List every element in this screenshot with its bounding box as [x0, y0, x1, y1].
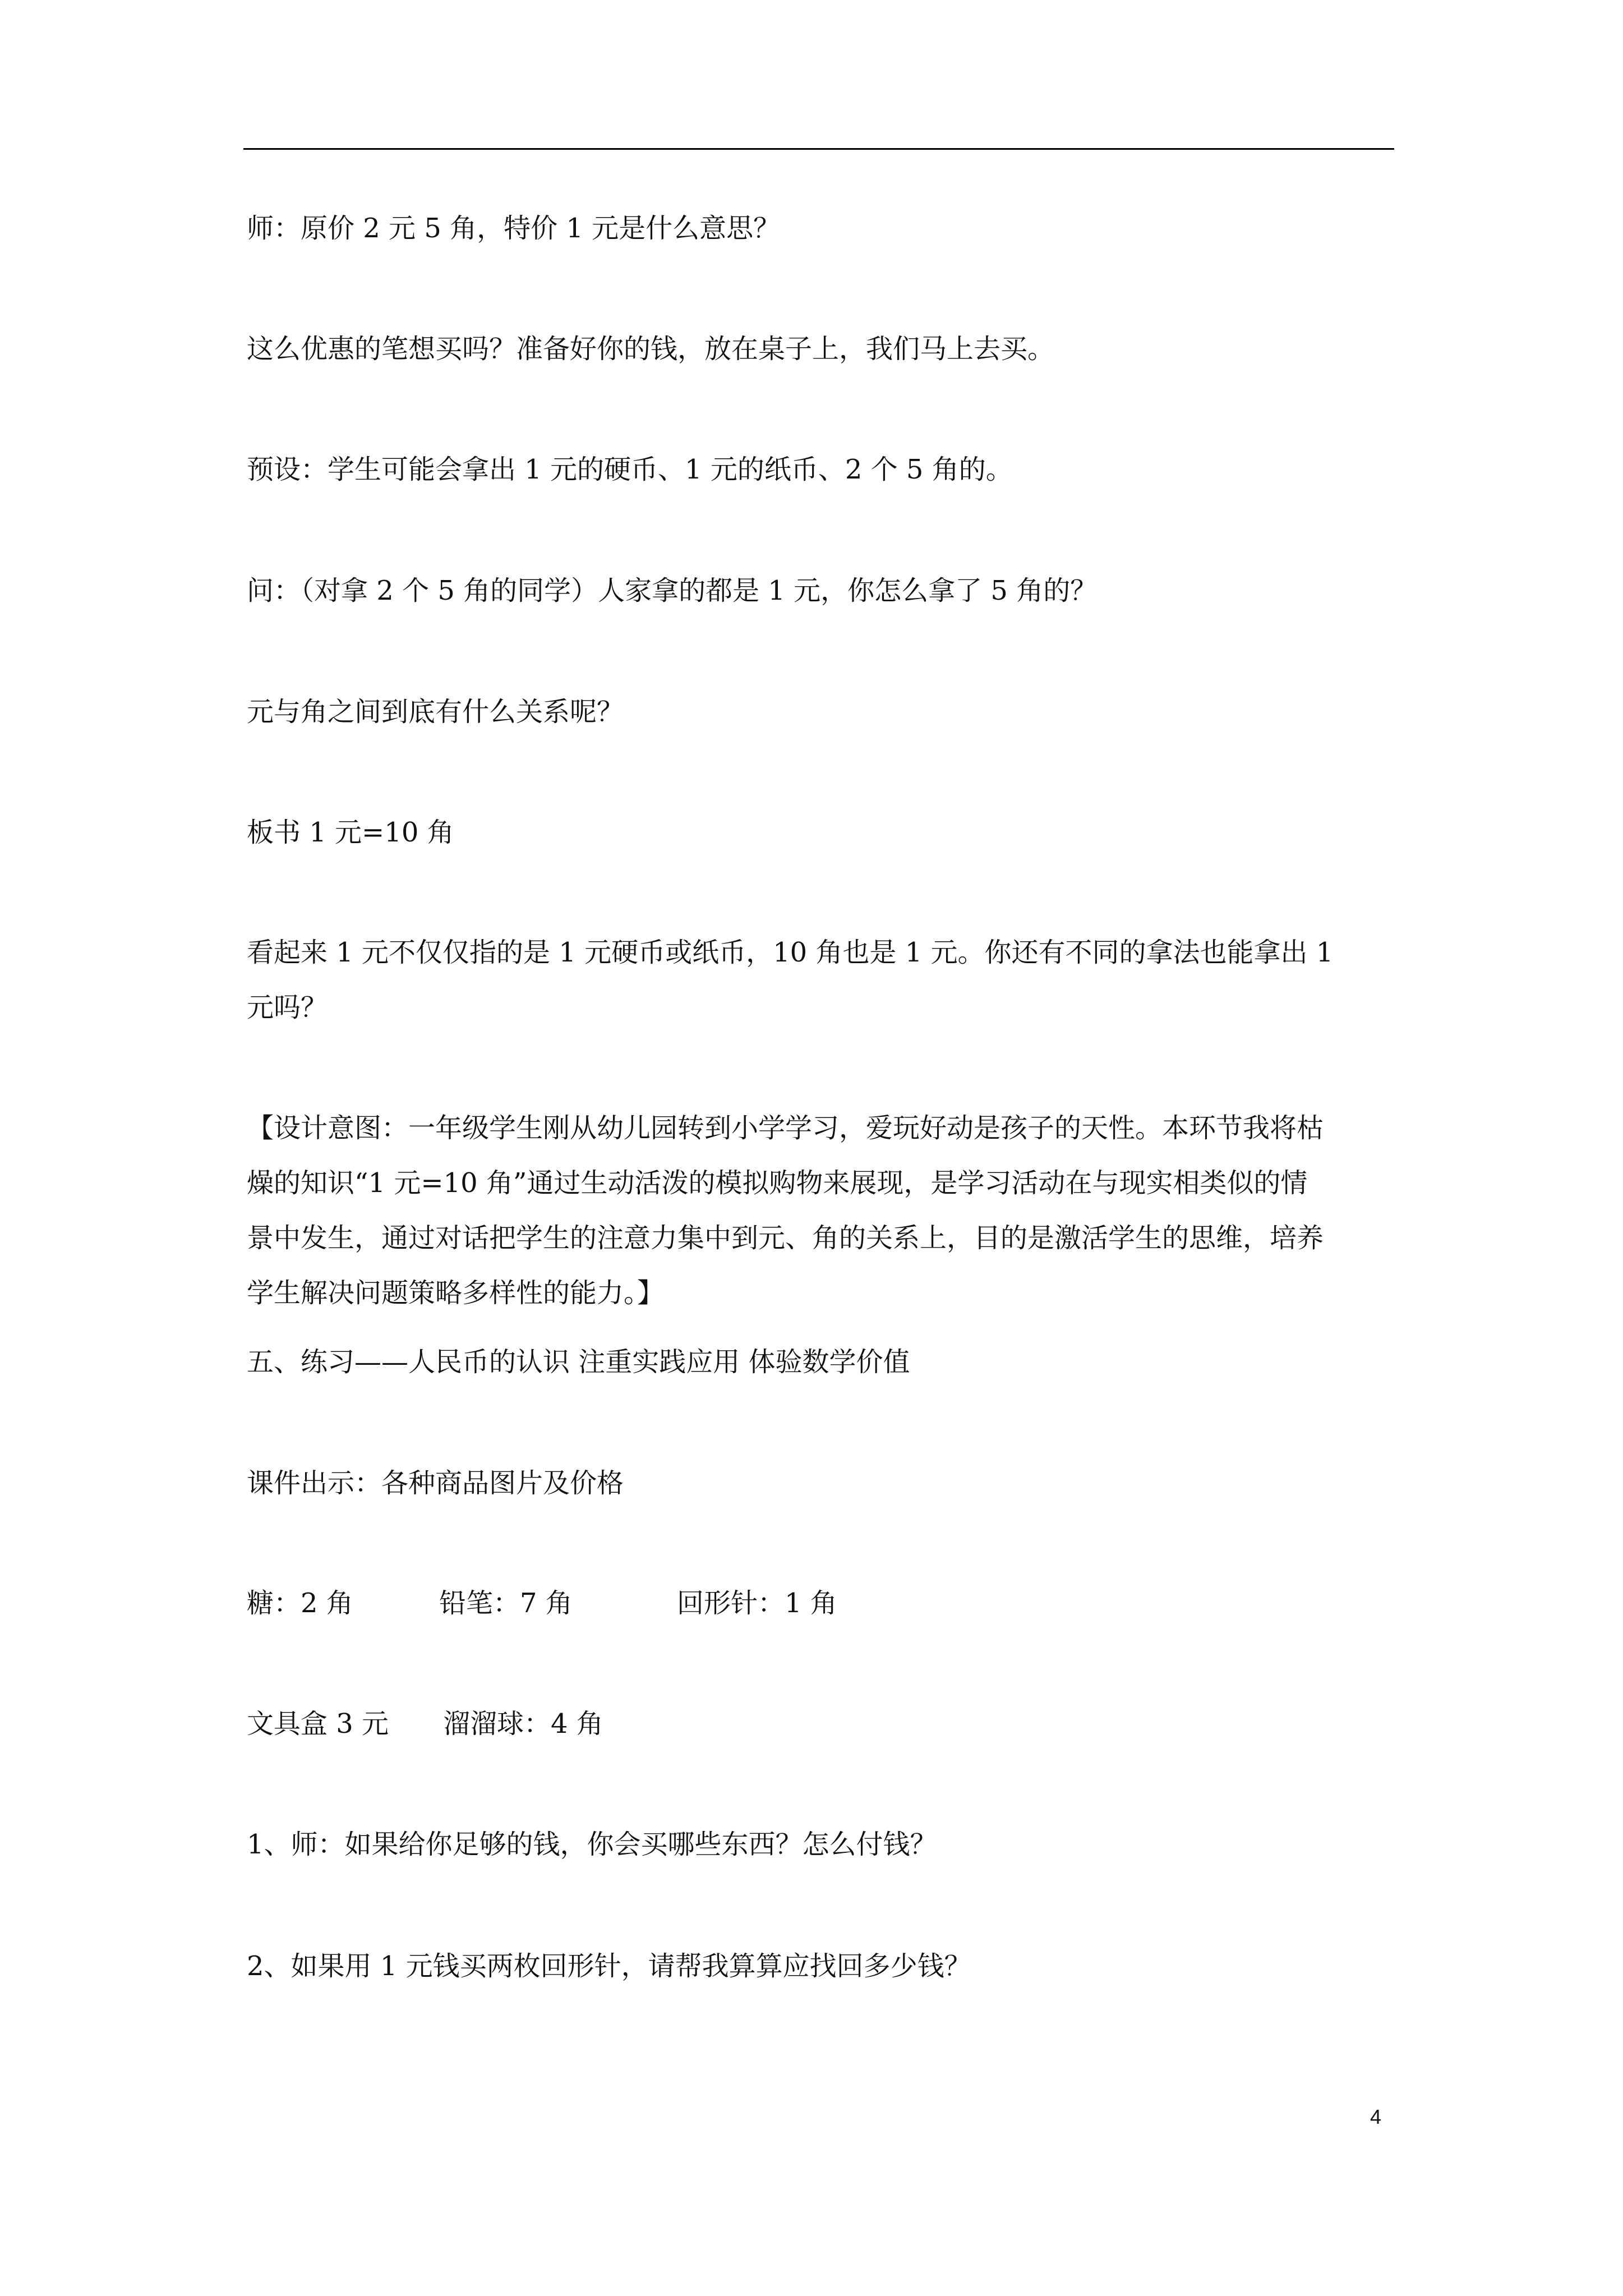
- price-candy: 糖：2 角: [247, 1588, 353, 1619]
- price-pencil-case: 文具盒 3 元: [247, 1708, 389, 1740]
- text-line-teacher-question: 师：原价 2 元 5 角，特价 1 元是什么意思？: [247, 213, 781, 244]
- price-row-2: [247, 1708, 603, 1740]
- text-line-presumption: 预设：学生可能会拿出 1 元的硬币、1 元的纸币、2 个 5 角的。: [247, 454, 1013, 485]
- header-rule: [243, 148, 1394, 150]
- price-row-1: [247, 1590, 837, 1617]
- price-pencil: 铅笔：7 角: [439, 1588, 573, 1619]
- question-2: 2、如果用 1 元钱买两枚回形针，请帮我算算应找回多少钱？: [247, 1950, 971, 1982]
- text-line-ask: 问：（对拿 2 个 5 角的同学）人家拿的都是 1 元，你怎么拿了 5 角的？: [247, 575, 1098, 606]
- courseware-line: 课件出示：各种商品图片及价格: [247, 1467, 624, 1499]
- text-line-blackboard: 板书 1 元=10 角: [247, 817, 454, 848]
- text-line-relationship: 元与角之间到底有什么关系呢？: [247, 696, 624, 728]
- page-number: 4: [1370, 2105, 1382, 2128]
- text-line-buy-pen: 这么优惠的笔想买吗？准备好你的钱，放在桌子上，我们马上去买。: [247, 333, 1055, 365]
- design-intent-paragraph: 【设计意图：一年级学生刚从幼儿园转到小学学习，爱玩好动是孩子的天性。本环节我将枯 燥的知识“1 元=10 角”通过生动活泼的模拟购物来展现，是学习活动在与现实相类似的情 景中发生，通过对话把学生的注意力集中到元、角的关系上，目的是激活学生的思维，培养 学生解决问题策略多样性的能力。】: [247, 1112, 1324, 1309]
- section-heading: 五、练习——人民币的认识 注重实践应用 体验数学价值: [247, 1346, 910, 1378]
- question-1: 1、师：如果给你足够的钱，你会买哪些东西？怎么付钱？: [247, 1829, 937, 1860]
- price-paperclip: 回形针：1 角: [677, 1588, 837, 1619]
- paragraph-ten-jiao: 看起来 1 元不仅仅指的是 1 元硬币或纸币，10 角也是 1 元。你还有不同的拿法也能拿出 1 元吗？: [247, 937, 1334, 1023]
- price-yoyo: 溜溜球：4 角: [443, 1708, 603, 1740]
